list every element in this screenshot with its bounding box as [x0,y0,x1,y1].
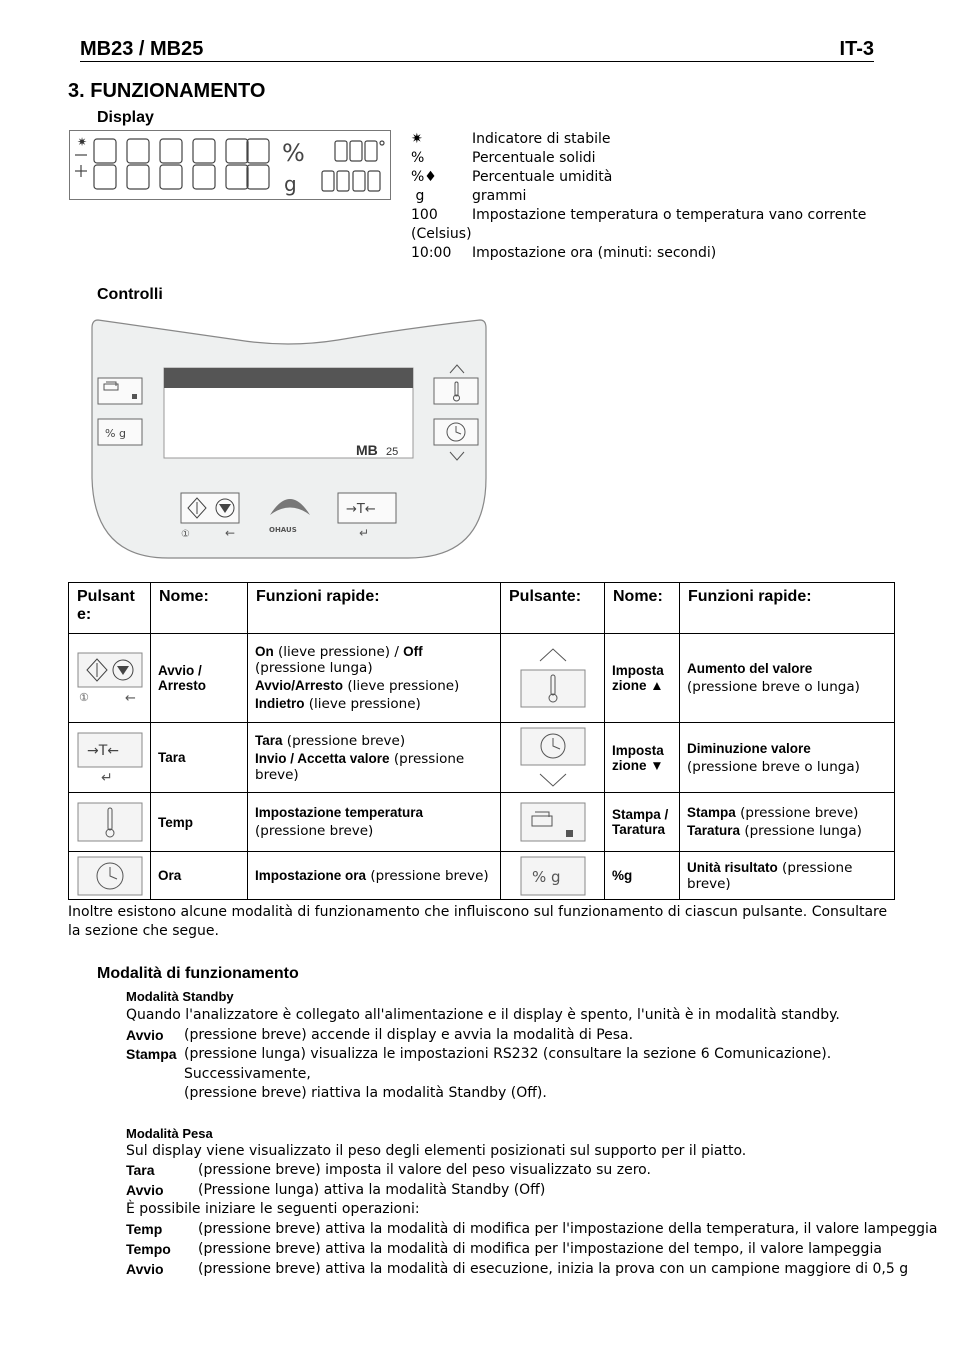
mode-label: Avvio [126,1261,164,1277]
panel-brand-text: OHAUS [269,526,297,534]
legend-key: % [411,150,425,166]
button-functions: Diminuzione valore (pressione breve o lunga) [680,723,895,793]
pesa-intro: Sul display viene visualizzato il peso degli elementi posizionati sul supporto per il piatto. [126,1143,747,1159]
set-up-icon [501,634,605,723]
mode-label: Stampa [126,1046,177,1062]
control-panel-illustration [88,318,490,567]
set-down-icon [501,723,605,793]
legend-text: Impostazione temperatura o temperatura vano corrente [472,207,867,223]
table-row [69,852,895,900]
svg-text:% g: % g [531,867,561,886]
legend-text: grammi [472,188,527,204]
clock-icon [69,852,151,900]
legend-key: 10:00 [411,245,452,261]
mode-label: Temp [126,1221,163,1237]
button-functions: Tara (pressione breve) Invio / Accetta valore (pressione breve) [248,723,501,793]
printer-icon [501,793,605,852]
legend-key: 100 [411,207,438,223]
svg-text:↵: ↵ [100,769,113,784]
button-functions: Impostazione temperatura (pressione breve) [248,793,501,852]
button-functions: Stampa (pressione breve) Taratura (pressione lunga) [680,793,895,852]
modes-title: Modalità di funzionamento [97,965,299,982]
table-row [69,793,895,852]
svg-text:→T←: →T← [86,742,119,759]
panel-model-text: MB [356,442,378,458]
mode-label: Avvio [126,1027,164,1043]
panel-tare-text: →T← [346,502,376,517]
legend-text: Impostazione ora (minuti: secondi) [472,245,717,261]
pesa-ops: È possibile iniziare le seguenti operazioni: [126,1201,420,1217]
thermometer-icon [69,793,151,852]
svg-text:①: ① [181,529,190,540]
standby-intro: Quando l'analizzatore è collegato all'alimentazione e il display è spento, l'unità è in modalità standby. [126,1007,840,1023]
display-label: Display [97,109,154,126]
lcd-display-illustration [69,130,391,200]
button-name: Ora [151,852,248,900]
svg-text:↵: ↵ [359,526,370,540]
legend-key: g [411,188,425,204]
legend-key: ✷ [411,131,423,147]
legend-key: (Celsius) [411,226,472,242]
table-row [69,634,895,723]
svg-text:g: g [284,172,297,196]
svg-text:✷: ✷ [77,135,88,149]
mode-text: (pressione breve) riattiva la modalità Standby (Off). [184,1085,547,1101]
table-row [69,723,895,793]
header-rule [80,61,874,62]
button-name: Stampa / Taratura [605,793,680,852]
table-header-row [69,583,895,634]
header-page: IT-3 [839,38,874,60]
mode-label: Avvio [126,1182,164,1198]
svg-text:←: ← [124,691,136,704]
mode-text: (pressione breve) accende il display e avvia la modalità di Pesa. [184,1027,634,1043]
mode-text: (pressione lunga) visualizza le impostazioni RS232 (consultare la sezione 6 Comunicazione). [184,1046,832,1062]
legend-key: %♦ [411,169,437,185]
button-name: Imposta zione ▼ [605,723,680,793]
mode-label: Tempo [126,1241,171,1257]
lcd-segments-icon [70,131,390,199]
mode-text: (pressione breve) attiva la modalità di modifica per l'impostazione della temperatura, il valore lampeggia [198,1221,938,1237]
button-name: %g [605,852,680,900]
note-text: Inoltre esistono alcune modalità di funzionamento che influiscono sul funzionamento di ciascun pulsante. Consultare la sezione che segue. [68,904,888,939]
mode-text: Successivamente, [184,1066,311,1082]
mode-label: Tara [126,1162,155,1178]
tare-icon [69,723,151,793]
mode-text: (pressione breve) imposta il valore del peso visualizzato su zero. [198,1162,651,1178]
button-name: Avvio / Arresto [151,634,248,723]
svg-text:①: ① [78,691,89,704]
percent-gram-icon [501,852,605,900]
mode-text: (pressione breve) attiva la modalità di esecuzione, inizia la prova con un campione maggiore di 0,5 g [198,1261,909,1277]
button-functions: Aumento del valore (pressione breve o lunga) [680,634,895,723]
button-functions: Unità risultato (pressione breve) [680,852,895,900]
header-model: MB23 / MB25 [80,38,204,60]
col-header: Funzioni rapide: [680,583,895,634]
button-functions: On (lieve pressione) / Off (pressione lunga) Avvio/Arresto (lieve pressione) Indietro (lieve pressione) [248,634,501,723]
col-header: Funzioni rapide: [248,583,501,634]
start-stop-icon [69,634,151,723]
svg-text:%: % [282,139,305,167]
button-name: Temp [151,793,248,852]
mode-text: (pressione breve) attiva la modalità di modifica per l'impostazione del tempo, il valore lampeggia [198,1241,882,1257]
legend-text: Percentuale solidi [472,150,596,166]
mode-text: (Pressione lunga) attiva la modalità Standby (Off) [198,1182,546,1198]
col-header: Nome: [605,583,680,634]
panel-unit-text: % g [105,427,126,440]
svg-text:←: ← [225,526,236,540]
legend-text: Percentuale umidità [472,169,613,185]
standby-title: Modalità Standby [126,989,234,1004]
col-header: Nome: [151,583,248,634]
button-name: Imposta zione ▲ [605,634,680,723]
panel-model-sub: 25 [386,446,399,458]
legend-text: Indicatore di stabile [472,131,611,147]
buttons-table [68,582,895,900]
col-header: Pulsante: [501,583,605,634]
pesa-title: Modalità Pesa [126,1126,213,1141]
section-title: 3. FUNZIONAMENTO [68,80,266,102]
controls-label: Controlli [97,286,163,303]
col-header: Pulsant e: [69,583,151,634]
button-functions: Impostazione ora (pressione breve) [248,852,501,900]
button-name: Tara [151,723,248,793]
